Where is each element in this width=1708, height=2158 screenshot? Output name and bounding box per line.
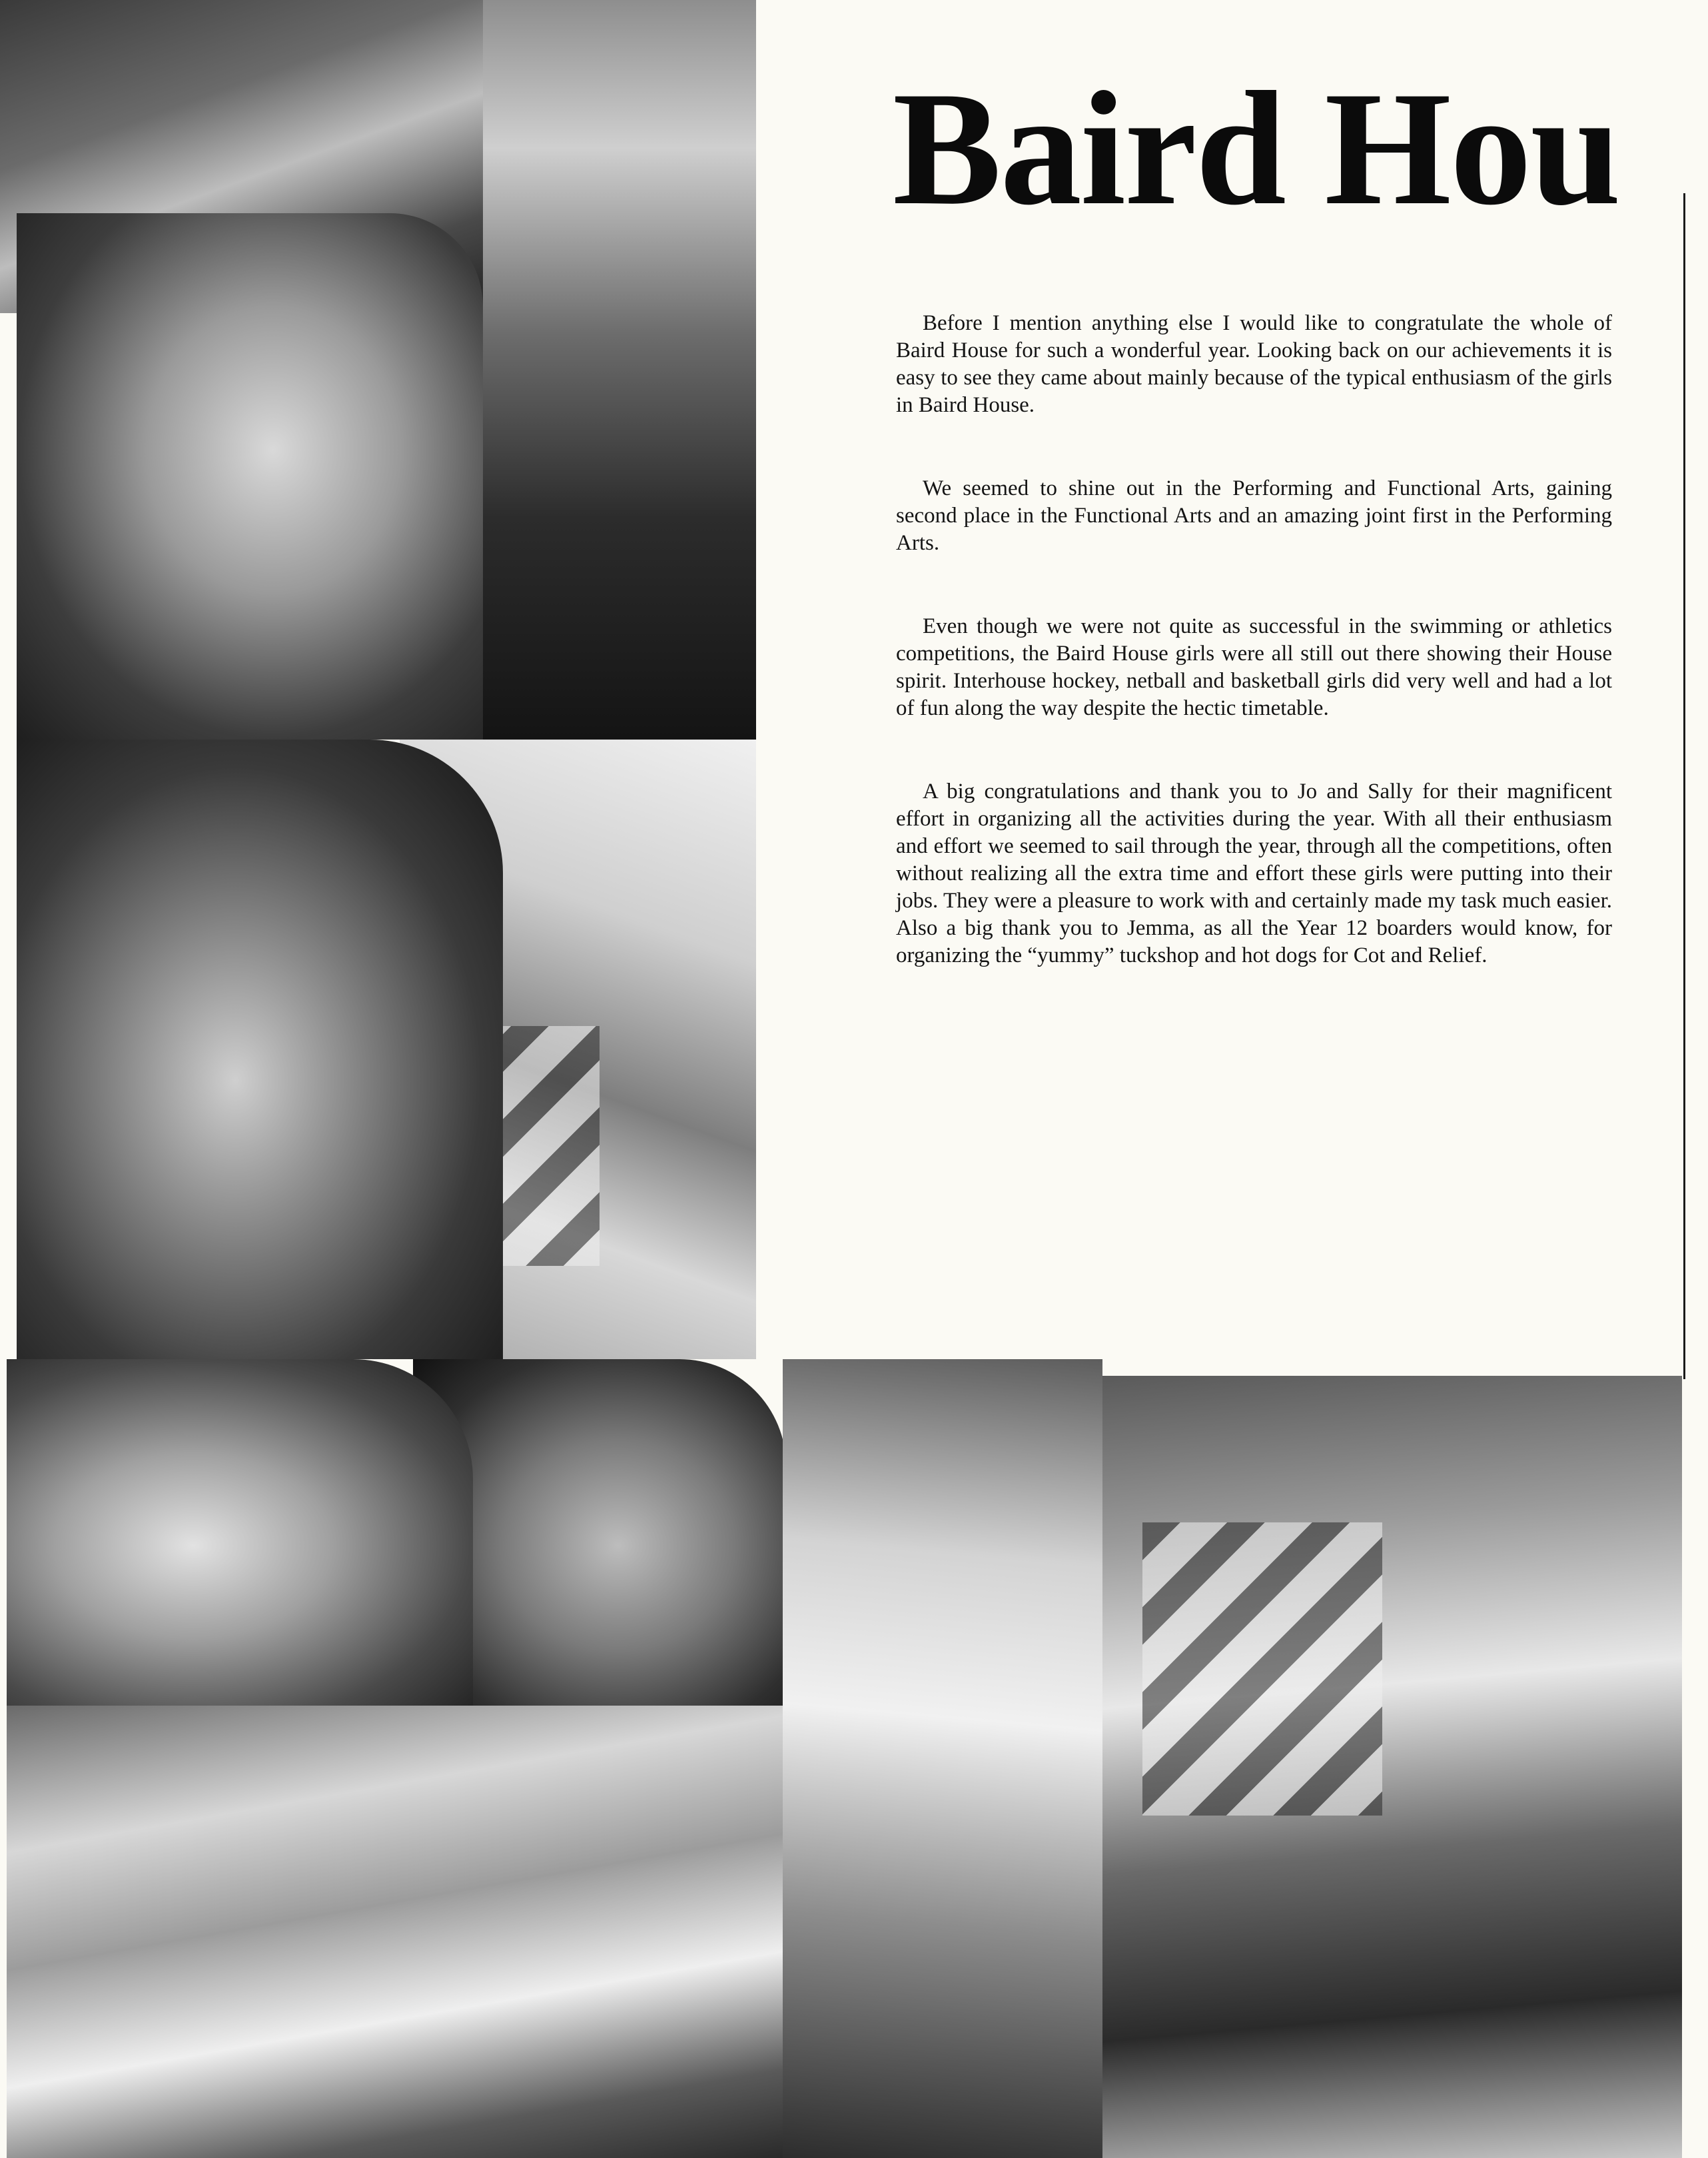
photo-girl-with-racquet [483,0,756,740]
paragraph-arts: We seemed to shine out in the Performing and Functional Arts, gaining second place in the Functional Arts and an amazing joint first in the Performing Arts. [896,476,1612,555]
paragraph-thanks: A big congratulations and thank you to Jo and Sally for their magnificent effort in organizing all the activities during the year. With all their enthusiasm and effort we seemed to sail through the year, through all the competitions, often without realizing all the extra time and effort these girls were putting into their jobs. They were a pleasure to work with and certainly made my task much easier. Also a big thank you to Jemma, as all the Year 12 boarders would know, for organizing the “yummy” tuckshop and hot dogs for Cot and Relief. [896,780,1612,967]
photo-girl-laughing-on-floor [17,213,483,740]
title-clip [866,40,1699,240]
photo-girls-in-house-shirts [1102,1376,1682,2158]
page-title: Baird Hou [893,58,1620,239]
photo-group-seated-with-sunglasses [7,1706,783,2158]
page-edge-line [1683,193,1685,1379]
article-body [896,310,1612,1025]
photo-girl-in-costume [783,1359,1102,2158]
photo-girl-in-tartan-cap [17,740,503,1359]
paragraph-intro: Before I mention anything else I would like to congratulate the whole of Baird House for such a wonderful year. Looking back on our achievements it is easy to see they came about mainly because of the typical enthusiasm of the girls in Baird House. [896,311,1612,417]
paragraph-sports: Even though we were not quite as successful in the swimming or athletics competitions, the Baird House girls were all still out there showing their House spirit. Interhouse hockey, netball and basketball girls did very well and had a lot of fun along the way despite the hectic timetable. [896,614,1612,720]
photo-girl-surprised [7,1359,473,1732]
